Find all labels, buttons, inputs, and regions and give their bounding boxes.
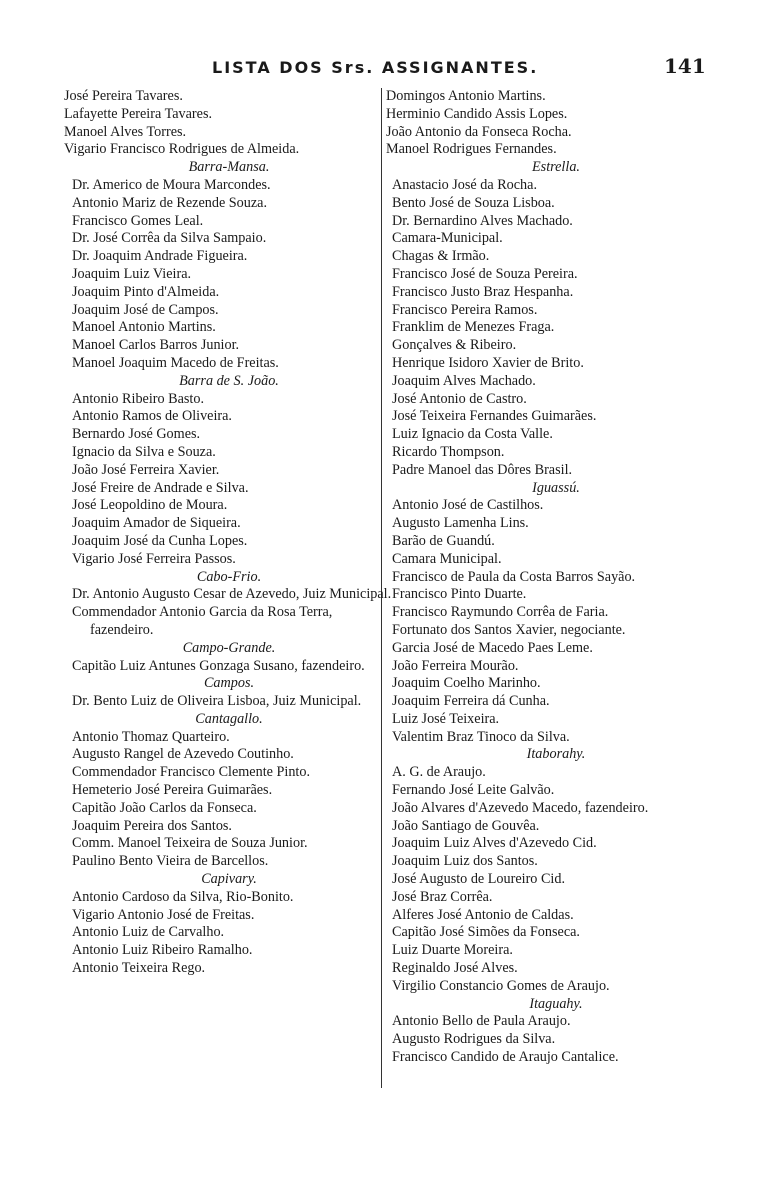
subscriber-entry: Antonio Luiz de Carvalho. — [72, 924, 225, 941]
locality-heading: Itaguahy. — [529, 995, 583, 1012]
subscriber-entry: Luiz Ignacio da Costa Valle. — [392, 426, 553, 443]
subscriber-list — [64, 177, 394, 373]
subscriber-entry: Camara-Municipal. — [392, 230, 503, 247]
subscriber-list — [386, 497, 726, 746]
subscriber-entry: Dr. Joaquim Andrade Figueira. — [72, 248, 248, 265]
subscriber-entry: Dr. Bernardino Alves Machado. — [392, 212, 573, 229]
running-title: LISTA DOS Srs. ASSIGNANTES. — [212, 58, 539, 77]
subscriber-entry: Manoel Carlos Barros Junior. — [72, 337, 240, 354]
subscriber-entry: Francisco Pinto Duarte. — [392, 586, 527, 603]
subscriber-entry: João Santiago de Gouvêa. — [392, 817, 540, 834]
subscriber-entry: José Braz Corrêa. — [392, 888, 493, 905]
subscriber-entry: Antonio José de Castilhos. — [392, 497, 544, 514]
subscriber-list — [64, 889, 394, 978]
locality-section — [64, 159, 394, 373]
subscriber-entry: Capitão José Simões da Fonseca. — [392, 924, 580, 941]
subscriber-entry: Manoel Alves Torres. — [64, 123, 187, 140]
subscriber-entry: Dr. Antonio Augusto Cesar de Azevedo, Juiz Municipal. — [72, 586, 392, 603]
subscriber-entry: Manoel Rodrigues Fernandes. — [386, 141, 557, 158]
right-column — [386, 88, 726, 1067]
subscriber-entry: Ignacio da Silva e Souza. — [72, 443, 216, 460]
subscriber-list — [64, 586, 394, 639]
subscriber-entry: Vigario Francisco Rodrigues de Almeida. — [64, 141, 300, 158]
subscriber-entry: Antonio Mariz de Rezende Souza. — [72, 194, 268, 211]
subscriber-entry: Commendador Antonio Garcia da Rosa Terra, fazendeiro. — [72, 604, 333, 638]
locality-heading: Itaborahy. — [526, 746, 586, 763]
subscriber-entry: A. G. de Araujo. — [392, 764, 486, 781]
subscriber-entry: Joaquim Luiz Alves d'Azevedo Cid. — [392, 835, 597, 852]
subscriber-entry: Alferes José Antonio de Caldas. — [392, 906, 574, 923]
subscriber-entry: Paulino Bento Vieira de Barcellos. — [72, 853, 269, 870]
subscriber-entry: Manoel Joaquim Macedo de Freitas. — [72, 354, 279, 371]
subscriber-entry: Francisco José de Souza Pereira. — [392, 265, 578, 282]
subscriber-entry: Barão de Guandú. — [392, 532, 495, 549]
subscriber-entry: Capitão João Carlos da Fonseca. — [72, 799, 257, 816]
subscriber-entry: Camara Municipal. — [392, 550, 502, 567]
locality-section — [386, 159, 726, 479]
subscriber-entry: Joaquim José da Cunha Lopes. — [72, 532, 248, 549]
locality-heading: Cantagallo. — [195, 710, 263, 727]
subscriber-entry: José Pereira Tavares. — [64, 88, 183, 104]
subscriber-entry: Francisco de Paula da Costa Barros Sayão. — [392, 568, 636, 585]
subscriber-list — [64, 729, 394, 871]
locality-section — [64, 373, 394, 569]
subscriber-entry: Augusto Rangel de Azevedo Coutinho. — [72, 746, 294, 763]
subscriber-entry: João José Ferreira Xavier. — [72, 461, 220, 478]
subscriber-list — [386, 1013, 726, 1066]
subscriber-entry: Dr. Bento Luiz de Oliveira Lisboa, Juiz Municipal. — [72, 693, 362, 710]
subscriber-entry: Francisco Pereira Ramos. — [392, 301, 538, 318]
subscriber-entry: Gonçalves & Ribeiro. — [392, 337, 517, 354]
locality-heading: Campo-Grande. — [182, 639, 276, 656]
locality-heading: Estrella. — [532, 159, 580, 176]
subscriber-entry: Bernardo José Gomes. — [72, 426, 201, 443]
subscriber-entry: Franklim de Menezes Fraga. — [392, 319, 555, 336]
subscriber-entry: Herminio Candido Assis Lopes. — [386, 105, 568, 122]
left-column — [64, 88, 394, 978]
subscriber-entry: Joaquim Pereira dos Santos. — [72, 817, 232, 834]
subscriber-entry: Augusto Rodrigues da Silva. — [392, 1031, 556, 1048]
subscriber-entry: Commendador Francisco Clemente Pinto. — [72, 764, 310, 781]
subscriber-list — [64, 658, 394, 676]
subscriber-entry: Fortunato dos Santos Xavier, negociante. — [392, 621, 626, 638]
subscriber-entry: Hemeterio José Pereira Guimarães. — [72, 782, 273, 799]
subscriber-entry: Antonio Bello de Paula Araujo. — [392, 1013, 571, 1030]
locality-section — [386, 996, 726, 1067]
subscriber-list — [386, 177, 726, 480]
subscriber-entry: Capitão Luiz Antunes Gonzaga Susano, fazendeiro. — [72, 657, 365, 674]
locality-section — [386, 480, 726, 747]
subscriber-entry: Lafayette Pereira Tavares. — [64, 105, 213, 122]
subscriber-entry: Francisco Justo Braz Hespanha. — [392, 283, 574, 300]
intro-entries — [64, 88, 394, 159]
subscriber-entry: Valentim Braz Tinoco da Silva. — [392, 728, 570, 745]
subscriber-entry: Antonio Teixeira Rego. — [72, 960, 206, 977]
subscriber-entry: João Antonio da Fonseca Rocha. — [386, 123, 572, 140]
subscriber-entry: José Teixeira Fernandes Guimarães. — [392, 408, 597, 425]
subscriber-entry: Joaquim Luiz dos Santos. — [392, 853, 538, 870]
locality-heading: Barra de S. João. — [179, 372, 279, 389]
subscriber-entry: Dr. José Corrêa da Silva Sampaio. — [72, 230, 267, 247]
subscriber-entry: João Alvares d'Azevedo Macedo, fazendeiro. — [392, 799, 649, 816]
locality-section — [64, 871, 394, 978]
subscriber-entry: Joaquim Amador de Siqueira. — [72, 515, 241, 532]
subscriber-entry: Joaquim Alves Machado. — [392, 372, 536, 389]
subscriber-entry: Antonio Cardoso da Silva, Rio-Bonito. — [72, 888, 294, 905]
locality-heading: Capivary. — [201, 871, 257, 888]
subscriber-entry: José Freire de Andrade e Silva. — [72, 479, 249, 496]
subscriber-entry: Vigario José Ferreira Passos. — [72, 550, 236, 567]
page-header — [0, 52, 768, 80]
locality-heading: Barra-Mansa. — [188, 159, 270, 176]
subscriber-entry: Bento José de Souza Lisboa. — [392, 194, 555, 211]
locality-section — [64, 640, 394, 676]
subscriber-entry: Anastacio José da Rocha. — [392, 176, 537, 193]
subscriber-entry: Antonio Ribeiro Basto. — [72, 390, 205, 407]
subscriber-entry: Henrique Isidoro Xavier de Brito. — [392, 354, 584, 371]
subscriber-entry: Domingos Antonio Martins. — [386, 88, 546, 104]
subscriber-entry: José Leopoldino de Moura. — [72, 497, 228, 514]
subscriber-entry: Francisco Candido de Araujo Cantalice. — [392, 1049, 619, 1066]
locality-heading: Iguassú. — [532, 479, 580, 496]
subscriber-entry: Luiz José Teixeira. — [392, 710, 500, 727]
locality-heading: Campos. — [203, 675, 255, 692]
subscriber-entry: Virgilio Constancio Gomes de Araujo. — [392, 977, 610, 994]
subscriber-list — [64, 391, 394, 569]
subscriber-entry: Manoel Antonio Martins. — [72, 319, 216, 336]
subscriber-entry: Dr. Americo de Moura Marcondes. — [72, 176, 271, 193]
subscriber-entry: Francisco Raymundo Corrêa de Faria. — [392, 604, 609, 621]
page-number: 141 — [664, 54, 706, 78]
locality-heading: Cabo-Frio. — [196, 568, 262, 585]
subscriber-entry: Joaquim José de Campos. — [72, 301, 219, 318]
subscriber-entry: João Ferreira Mourão. — [392, 657, 519, 674]
subscriber-list — [386, 764, 726, 995]
subscriber-entry: Comm. Manoel Teixeira de Souza Junior. — [72, 835, 308, 852]
subscriber-entry: Garcia José de Macedo Paes Leme. — [392, 639, 593, 656]
subscriber-entry: Joaquim Coelho Marinho. — [392, 675, 541, 692]
subscriber-entry: Joaquim Ferreira dá Cunha. — [392, 693, 550, 710]
locality-section — [386, 746, 726, 995]
locality-section — [64, 711, 394, 871]
subscriber-entry: Antonio Ramos de Oliveira. — [72, 408, 232, 425]
subscriber-entry: Joaquim Pinto d'Almeida. — [72, 283, 220, 300]
subscriber-entry: Antonio Thomaz Quarteiro. — [72, 728, 230, 745]
subscriber-entry: José Antonio de Castro. — [392, 390, 527, 407]
subscriber-entry: Antonio Luiz Ribeiro Ramalho. — [72, 942, 253, 959]
subscriber-entry: Fernando José Leite Galvão. — [392, 782, 555, 799]
subscriber-entry: Vigario Antonio José de Freitas. — [72, 906, 255, 923]
subscriber-entry: Augusto Lamenha Lins. — [392, 515, 529, 532]
subscriber-entry: Chagas & Irmão. — [392, 248, 490, 265]
subscriber-entry: Padre Manoel das Dôres Brasil. — [392, 461, 573, 478]
locality-section — [64, 569, 394, 640]
subscriber-entry: Francisco Gomes Leal. — [72, 212, 204, 229]
subscriber-entry: Luiz Duarte Moreira. — [392, 942, 513, 959]
locality-section — [64, 675, 394, 711]
subscriber-entry: Reginaldo José Alves. — [392, 960, 518, 977]
subscriber-entry: Ricardo Thompson. — [392, 443, 505, 460]
subscriber-entry: Joaquim Luiz Vieira. — [72, 265, 192, 282]
subscriber-list — [64, 693, 394, 711]
subscriber-entry: José Augusto de Loureiro Cid. — [392, 871, 565, 888]
intro-entries — [386, 88, 726, 159]
